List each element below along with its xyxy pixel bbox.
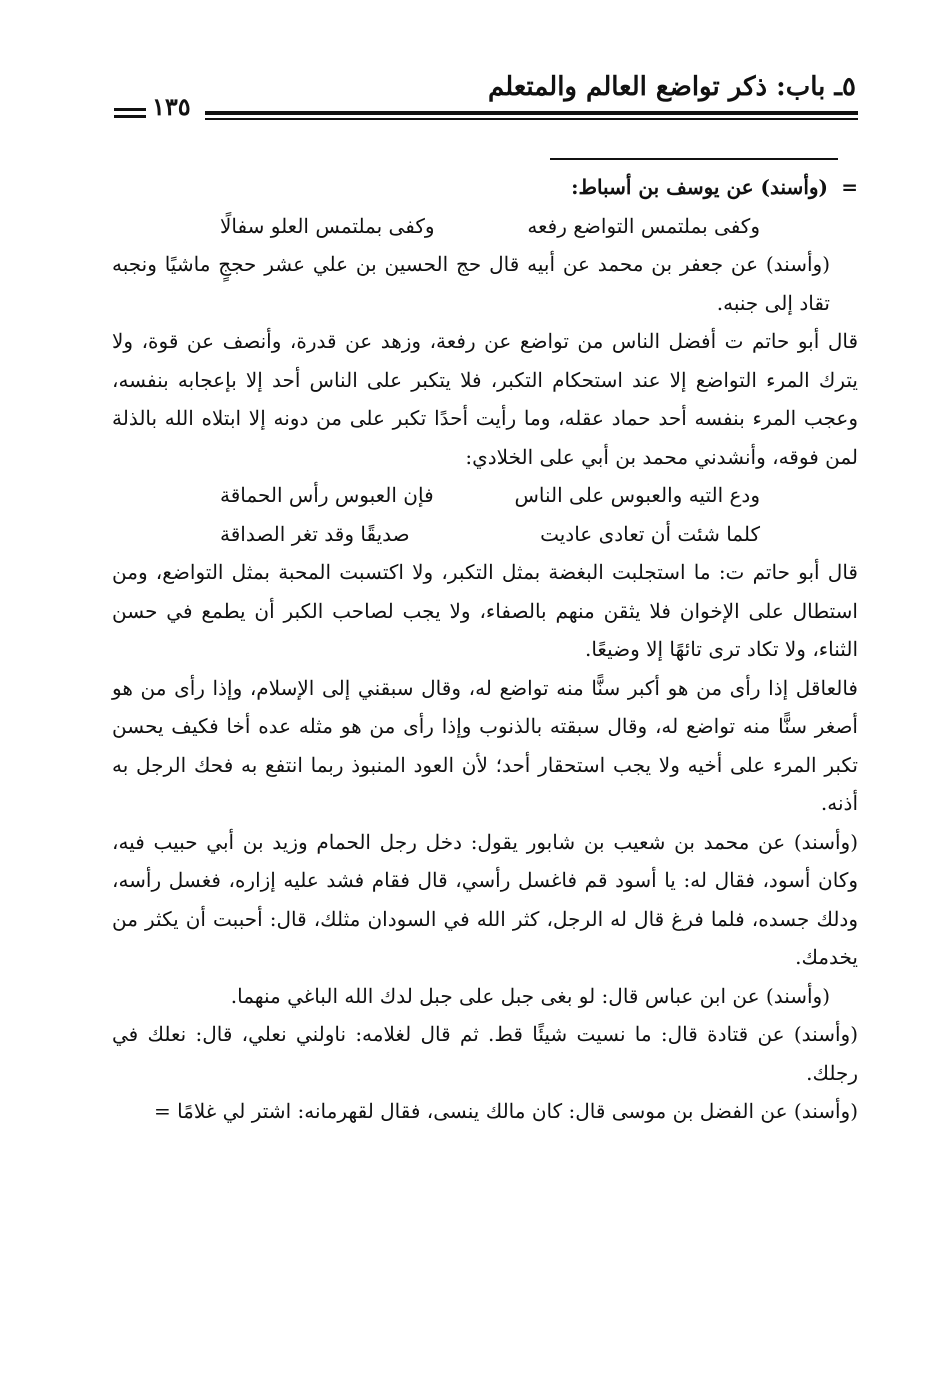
paragraph-1-text: (وأسند) عن يوسف بن أسباط: xyxy=(571,175,828,199)
paragraph-6: (وأسند) عن محمد بن شعيب بن شابور يقول: دخل رجل الحمام وزيد بن أبي حبيب فيه، وكان أسود، فقال له: يا أسود قم فاغسل رأسي، قال فقام فشد عليه إزاره، فغسل رأسه، ودلك جسده، فلما فرغ قال له الرجل، كثر الله في السودان مثلك، قال: أحببت أن يكثر من يخدمك. xyxy=(112,829,859,969)
paragraph-5: فالعاقل إذا رأى من هو أكبر سنًّا منه تواضع له، وقال سبقني إلى الإسلام، وإذا رأى من هو أصغر سنًّا منه تواضع له، وقال سبقته بالذنوب وإذا رأى من هو مثله عده أخا فكيف يحسن تكبر المرء على أخيه ولا يجب استحقار أحد؛ لأن العود المنبوذ ربما انتفع به فحك الرجل به أذنه. xyxy=(112,675,858,815)
page-number-rule-top xyxy=(114,108,146,111)
main-text xyxy=(112,168,858,1131)
verse-2-second-hemistich: فإن العبوس رأس الحماقة xyxy=(220,483,434,507)
footnote-separator xyxy=(550,158,838,160)
paragraph-8: (وأسند) عن قتادة قال: ما نسيت شيئًا قط. ثم قال لغلامه: ناولني نعلي، قال: نعلك في رجلك. xyxy=(112,1022,858,1085)
verse-3-first-hemistich: كلما شئت أن تعادى عاديت xyxy=(540,521,760,546)
verse-2 xyxy=(112,476,858,515)
paragraph-9-text: (وأسند) عن الفضل بن موسى قال: كان مالك ينسى، فقال لقهرمانه: اشتر لي غلامًا xyxy=(177,1099,858,1123)
chapter-title: ٥ـ باب: ذكر تواضع العالم والمتعلم xyxy=(487,72,856,102)
continuation-mark: = xyxy=(841,175,858,199)
paragraph-3: قال أبو حاتم ت أفضل الناس من تواضع عن رفعة، وزهد عن قدرة، وأنصف عن قوة، ولا يترك المرء التواضع إلا عند استحكام التكبر، فلا يتكبر على الناس أحد إلا بإعجابه بنفسه، وعجب المرء بنفسه أحد حماد عقله، وما رأيت أحدًا تكبر على من دونه إلا ابتلاه الله بالذلة لمن فوقه، وأنشدني محمد بن أبي على الخلادي: xyxy=(112,329,858,469)
paragraph-2: (وأسند) عن جعفر بن محمد عن أبيه قال حج الحسين بن علي عشر حججٍ ماشيًا ونجبه تقاد إلى جنبه. xyxy=(112,252,830,315)
verse-1-first-hemistich: وكفى بملتمس التواضع رفعه xyxy=(527,213,760,238)
header-rule-thin xyxy=(205,118,858,120)
verse-3 xyxy=(112,515,858,554)
continuation-mark-end: = xyxy=(153,1099,171,1123)
verse-2-first-hemistich: ودع التيه والعبوس على الناس xyxy=(514,483,760,507)
verse-3-second-hemistich: صديقًا وقد تغر الصداقة xyxy=(220,521,410,546)
page-number-rule-bottom xyxy=(114,115,146,118)
paragraph-7: (وأسند) عن ابن عباس قال: لو بغى جبل على جبل لدك الله الباغي منهما. xyxy=(230,983,830,1008)
header-rule-thick xyxy=(205,111,858,115)
verse-1 xyxy=(112,207,858,246)
paragraph-9 xyxy=(112,1092,858,1131)
paragraph-4: قال أبو حاتم ت: ما استجلبت البغضة بمثل التكبر، ولا اكتسبت المحبة بمثل التواضع، ومن استطال على الإخوان فلا يثقن منهم بالصفاء، ولا يجب لصاحب الكبر أن يطمع في حسن الثناء، ولا تكاد ترى تائهًا إلا وضيعًا. xyxy=(112,560,858,661)
page-number: ١٣٥ xyxy=(152,92,191,121)
verse-1-second-hemistich: وكفى بملتمس العلو سفالًا xyxy=(220,213,435,238)
paragraph-1 xyxy=(112,168,858,207)
